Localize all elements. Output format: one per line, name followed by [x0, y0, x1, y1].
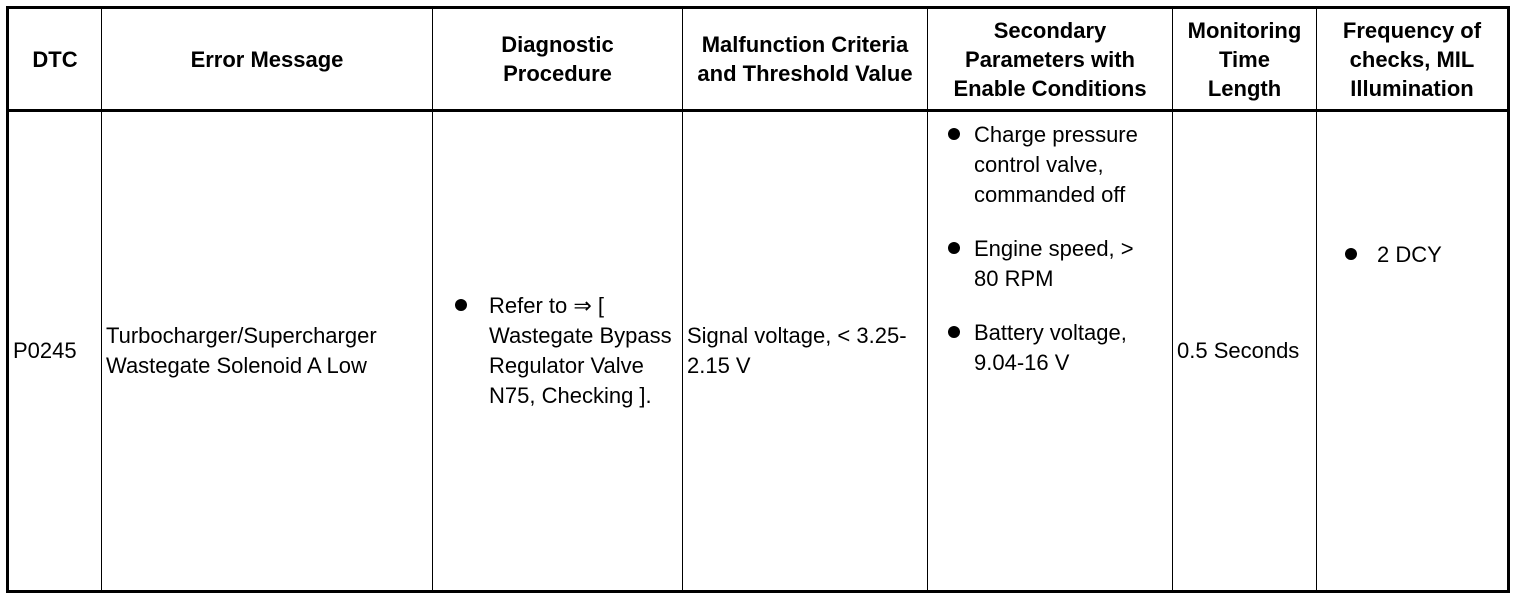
cell-frequency — [1317, 111, 1509, 592]
procedure-text: Refer to ⇒ [ Wastegate Bypass Regulator Valve N75, Checking ]. — [489, 293, 672, 408]
cell-error-message: Turbocharger/Supercharger Wastegate Solenoid A Low — [102, 111, 433, 592]
list-item — [1321, 240, 1503, 270]
header-diagnostic-procedure: Diagnostic Procedure — [433, 8, 683, 111]
secondary-parameter-text: Charge pressure control valve, commanded off — [974, 122, 1138, 207]
cell-dtc: P0245 — [8, 111, 102, 592]
frequency-text: 2 DCY — [1377, 242, 1442, 267]
cell-monitoring-time: 0.5 Seconds — [1173, 111, 1317, 592]
cell-secondary-parameters — [928, 111, 1173, 592]
table-body — [8, 111, 1509, 592]
header-secondary-parameters: Secondary Parameters with Enable Conditions — [928, 8, 1173, 111]
dtc-table — [6, 6, 1510, 593]
dtc-table-container — [6, 6, 1510, 593]
bullet-icon — [455, 299, 467, 311]
header-error-message: Error Message — [102, 8, 433, 111]
secondary-parameter-text: Battery voltage, 9.04-16 V — [974, 320, 1127, 375]
frequency-list — [1321, 240, 1503, 270]
bullet-icon — [948, 128, 960, 140]
header-dtc: DTC — [8, 8, 102, 111]
header-monitoring-time: Monitoring Time Length — [1173, 8, 1317, 111]
table-header — [8, 8, 1509, 111]
table-row — [8, 111, 1509, 592]
procedure-list — [437, 291, 678, 411]
bullet-icon — [1345, 248, 1357, 260]
header-malfunction-criteria: Malfunction Criteria and Threshold Value — [683, 8, 928, 111]
secondary-parameter-text: Engine speed, > 80 RPM — [974, 236, 1134, 291]
bullet-icon — [948, 242, 960, 254]
cell-diagnostic-procedure — [433, 111, 683, 592]
cell-malfunction-criteria: Signal voltage, < 3.25-2.15 V — [683, 111, 928, 592]
list-item — [932, 234, 1168, 294]
bullet-icon — [948, 326, 960, 338]
list-item — [932, 120, 1168, 210]
list-item — [437, 291, 678, 411]
list-item — [932, 318, 1168, 378]
secondary-parameters-list — [932, 120, 1168, 378]
header-frequency: Frequency of checks, MIL Illumination — [1317, 8, 1509, 111]
header-row — [8, 8, 1509, 111]
